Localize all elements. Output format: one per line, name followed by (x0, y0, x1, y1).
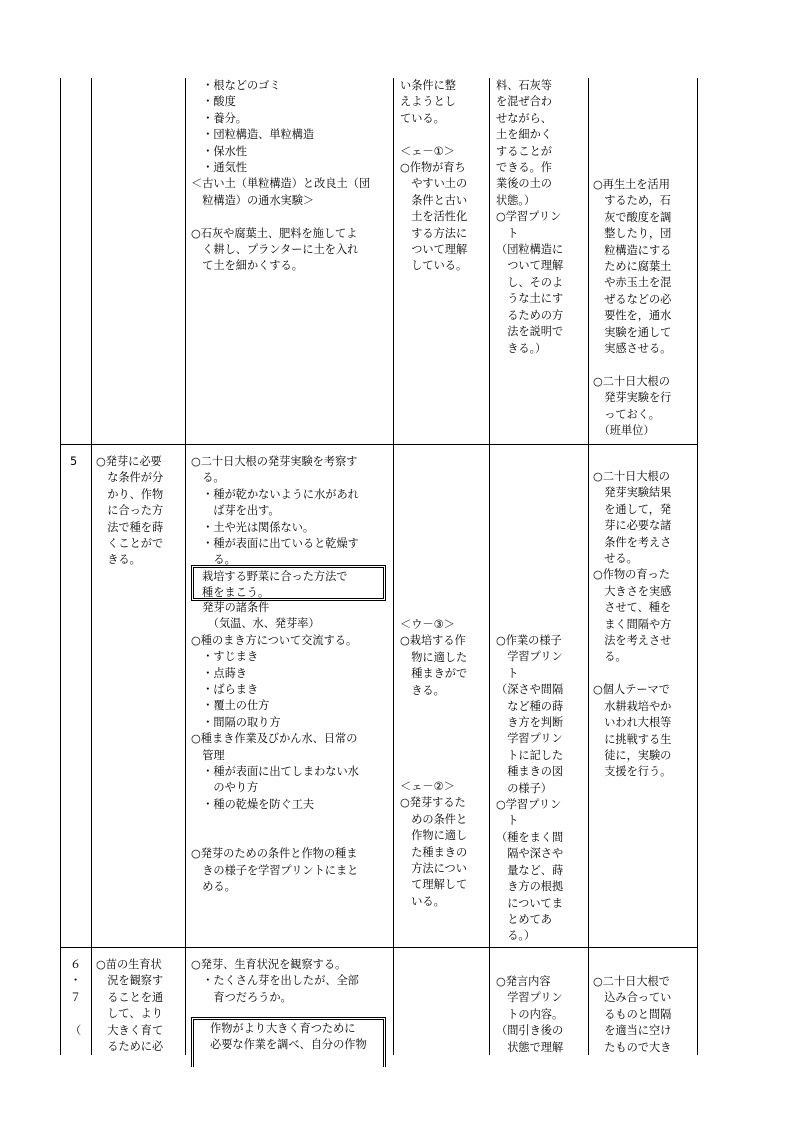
column-divider-3 (393, 78, 394, 1055)
row5-goal: ○発芽に必要 な条件が分 かり、作物 に合った方 法で種を蒔 くことがで きる。 (96, 455, 164, 567)
row5-method: ○作業の様子 学習プリン ト （深さや間隔 など種の蒔 き方を判断 学習プリン トに記した 種まきの図 の様子） ○学習プリン ト （種をまく間 隔や深さや 量など、蒔 き方の根拠 についてま とめてあ る。） (496, 634, 564, 943)
row5-activity-bottom: 発芽の諸条件 （気温、水、発芽率） ○種のまき方について交流する。 ・すじまき ・点蒔き ・ばらまき ・覆土の仕方 ・間隔の取り方 ○種まき作業及びかん水、日常の 管理 ・種が表面に出てしまわない水 のやり方 ・種の乾燥を防ぐ工夫 ○発芽のための条件と作物の種ま きの様子を学習プリントにまと める。 (191, 601, 359, 893)
column-divider-2 (185, 78, 186, 1055)
row5-evaluation-a: ＜ウ－③＞ ○栽培する作 物に適した 種まきがで きる。 (400, 618, 468, 697)
row5-lesson-goal-box (191, 565, 386, 601)
row67-support: ○二十日大根で 込み合ってい るものと間隔 を適当に空け たもので大き (593, 975, 672, 1054)
row-top-evaluation: い条件に整 えようとし ている。 ＜ェ－①＞ ○作物が育ち やすい土の 条件と古い 土を活性化 する方法に ついて理解 している。 (400, 79, 468, 273)
row-divider-1 (60, 444, 697, 445)
row67-lesson-goal-box (191, 1017, 386, 1067)
column-divider-1 (91, 78, 92, 1055)
table-border-left (60, 78, 61, 1055)
row67-method: ○発言内容 学習プリン トの内容。 （間引き後の 状態で理解 (496, 975, 564, 1054)
row5-number: 5 (70, 455, 78, 468)
row5-activity-top: ○二十日大根の発芽実験を考察す る。 ・種が乾かないように水があれ ば芽を出す。 ・土や光は関係ない。 ・種が表面に出ていると乾燥す る。 (191, 455, 359, 567)
row5-lesson-goal-text: 栽培する野菜に合った方法で 種をまこう。 (202, 570, 348, 600)
row67-number: ６ ・ ７ （ (70, 958, 82, 1037)
row5-support: ○二十日大根の 発芽実験結果 を通して，発 芽に必要な諸 条件を考えさ せる。 ○作物の育った 大きさを実感 させて、種を まく間隔や方 法を考えさせ る。 ○個人テーマで 水耕栽培やか いわれ大根等 に挑戦する生 徒に，実験の 支援を行う。 (593, 470, 672, 779)
column-divider-5 (588, 78, 589, 1055)
row-divider-2 (60, 947, 697, 948)
row67-lesson-goal-text: 作物がより大きく育つために 必要な作業を調べ、自分の作物 (210, 1022, 367, 1052)
row-top-method: 料、石灰等 を混ぜ合わ せながら、 土を細かく することが できる。作 業後の土の 状態。） ○学習プリン ト （団粒構造に ついて理解 し、そのよ うな土にす るための方 法を説明で きる。） (496, 79, 564, 355)
row67-goal: ○苗の生育状 況を観察す ることを通 して、より 大きく育て るために必 (96, 958, 164, 1054)
table-border-right (697, 78, 698, 1055)
column-divider-4 (489, 78, 490, 1055)
row67-activity: ○発芽、生育状況を観察する。 ・たくさん芽を出したが、全部 育つだろうか。 (191, 958, 359, 1004)
row-top-support: ○再生土を活用 するため，石 灰で酸度を調 整したり，団 粒構造にする ために腐葉土 や赤玉土を混 ぜるなどの必 要性を，通水 実験を通して 実感させる。 ○二十日大根の 発芽実験を行 っておく。 （班単位） (593, 178, 672, 438)
row-top-activity: ・根などのゴミ ・酸度 ・養分。 ・団粒構造、単粒構造 ・保水性 ・通気性 ＜古い土（単粒構造）と改良土（団 粒構造）の通水実験＞ ○石灰や腐葉土、肥料を施してよ く耕し、プランターに土を入れ て土を細かくする。 (191, 79, 371, 273)
row5-evaluation-b: ＜ェ－②＞ ○発芽するた めの条件と 作物に適し た種まきの 方法につい て理解して いる。 (400, 780, 468, 908)
